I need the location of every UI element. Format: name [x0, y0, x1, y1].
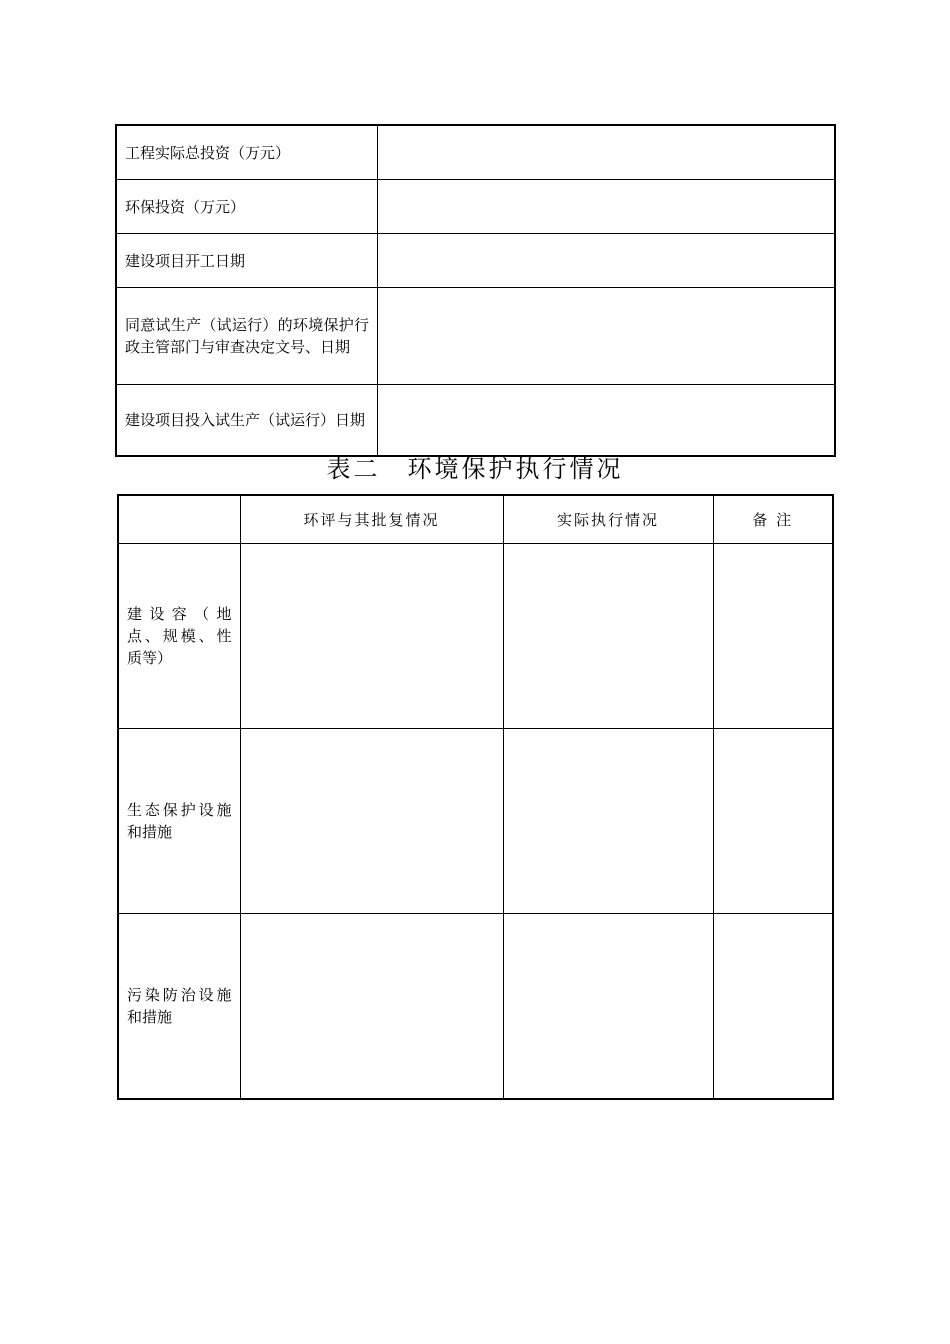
env-investment-value[interactable]: [378, 180, 836, 234]
header-eia-approval: 环评与其批复情况: [240, 495, 503, 544]
pollution-actual-cell[interactable]: [503, 914, 713, 1100]
table-row: [118, 729, 833, 914]
ecological-remark-cell[interactable]: [713, 729, 833, 914]
total-investment-value[interactable]: [378, 125, 836, 180]
start-date-label: 建设项目开工日期: [116, 234, 378, 288]
header-blank: [118, 495, 240, 544]
total-investment-label: 工程实际总投资（万元）: [116, 125, 378, 180]
header-actual-execution: 实际执行情况: [503, 495, 713, 544]
env-investment-label: 环保投资（万元）: [116, 180, 378, 234]
approval-authority-value[interactable]: [378, 288, 836, 385]
ecological-eia-cell[interactable]: [240, 729, 503, 914]
table-row: [116, 234, 835, 288]
pollution-eia-cell[interactable]: [240, 914, 503, 1100]
pollution-control-label: 污染防治设施和措施: [118, 914, 240, 1100]
table-row: [118, 914, 833, 1100]
trial-production-date-value[interactable]: [378, 385, 836, 457]
section-title: 表二 环境保护执行情况: [326, 455, 624, 483]
header-remarks: 备 注: [713, 495, 833, 544]
trial-production-date-label: 建设项目投入试生产（试运行）日期: [116, 385, 378, 457]
construction-content-label: 建设容（地点、规模、性质等）: [118, 544, 240, 729]
ecological-protection-label: 生态保护设施和措施: [118, 729, 240, 914]
table-row: [116, 288, 835, 385]
construction-remark-cell[interactable]: [713, 544, 833, 729]
ecological-actual-cell[interactable]: [503, 729, 713, 914]
env-protection-table: [117, 494, 834, 1100]
table-row: [116, 180, 835, 234]
project-info-table: [115, 124, 836, 457]
construction-actual-cell[interactable]: [503, 544, 713, 729]
approval-authority-label: 同意试生产（试运行）的环境保护行政主管部门与审查决定文号、日期: [116, 288, 378, 385]
pollution-remark-cell[interactable]: [713, 914, 833, 1100]
construction-eia-cell[interactable]: [240, 544, 503, 729]
table-row: [116, 385, 835, 457]
table-row: [116, 125, 835, 180]
table-header-row: [118, 495, 833, 544]
start-date-value[interactable]: [378, 234, 836, 288]
table-row: [118, 544, 833, 729]
